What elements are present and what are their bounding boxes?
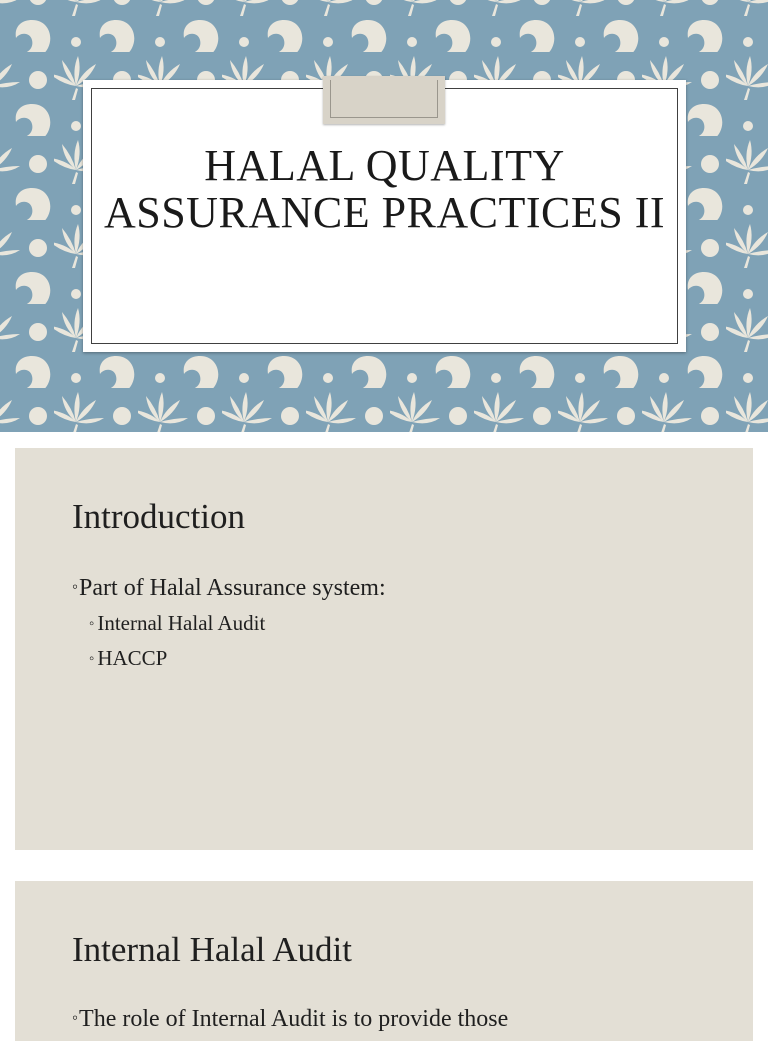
decorative-tab: [323, 76, 445, 124]
slide-internal-halal-audit: [15, 881, 753, 1041]
bullet-text: HACCP: [97, 646, 168, 670]
slide-heading: Introduction: [72, 497, 246, 536]
sub-bullet-item: [89, 645, 167, 672]
bullet-text: Part of Halal Assurance system:: [79, 575, 386, 601]
bullet-text: Internal Halal Audit: [97, 611, 266, 635]
bullet-marker: ◦: [72, 577, 79, 596]
bullet-item: [72, 1004, 508, 1033]
bullet-item: [72, 573, 386, 602]
title-slide: [0, 0, 768, 432]
presentation-title: HALAL QUALITY ASSURANCE PRACTICES II: [103, 141, 666, 237]
bullet-marker: ◦: [89, 616, 95, 632]
sub-bullet-item: [89, 610, 265, 637]
slide-introduction: [15, 448, 753, 850]
bullet-marker: ◦: [72, 1008, 79, 1027]
slide-heading: Internal Halal Audit: [72, 930, 352, 969]
bullet-marker: ◦: [89, 651, 95, 667]
bullet-text: The role of Internal Audit is to provide those: [79, 1006, 509, 1032]
title-card: [83, 80, 686, 352]
